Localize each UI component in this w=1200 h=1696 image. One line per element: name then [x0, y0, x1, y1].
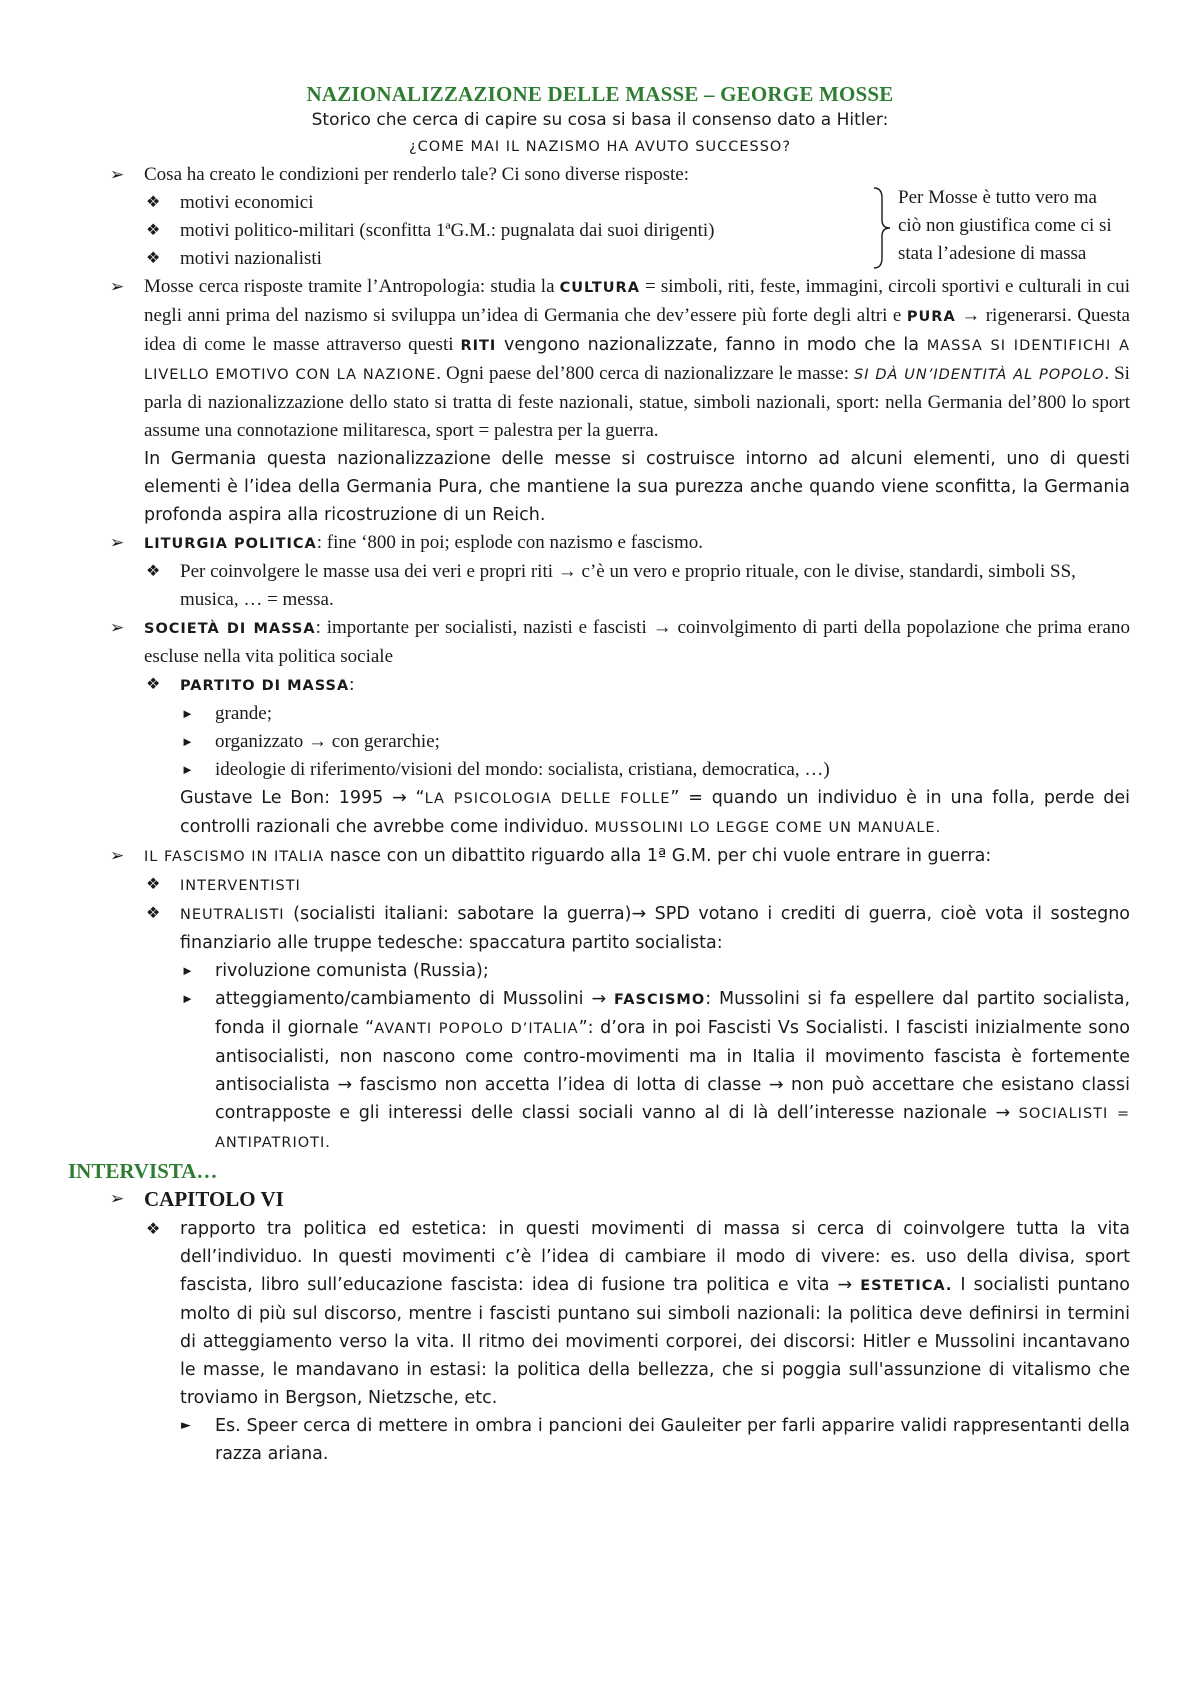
item-text: Es. Speer cerca di mettere in ombra i pancioni dei Gauleiter per farli apparire validi rappresentanti della razza ariana. [215, 1416, 1130, 1464]
text-run: I socialisti puntano molto di più sul discorso, mentre i fascisti puntano sui simboli nazionali: la politica deve definirsi in termini di atteggiamento verso la vita. Il ritmo dei movimenti corporei, dei discorsi: Hitler e Mussolini incantavano le masse, le mandavano in estasi: la politica della bellezza, che si poggia sull'assunzione di vitalismo che troviamo in Bergson, Nietzsche, etc. [180, 1275, 1130, 1408]
page-title: NAZIONALIZZAZIONE DELLE MASSE – GEORGE MOSSE [306, 82, 894, 106]
diamond-bullet-icon: ❖ [146, 250, 161, 267]
item-text: ideologie di riferimento/visioni del mondo: socialista, cristiana, democratica, …) [215, 759, 830, 780]
sub-sub-list-item [110, 957, 1130, 985]
text-run: rapporto tra politica ed estetica: in questi movimenti di massa si cerca di coinvolgere tutta la vita dell’individuo. In questi movimenti c’è l’idea di cambiare il modo di vivere: es. uso della divisa, sport fascista, libro sull’educazione fascista: idea di fusione tra politica e vita → [180, 1219, 1130, 1295]
section-text: Cosa ha creato le condizioni per renderlo tale? Ci sono diverse risposte: [144, 164, 690, 185]
arrow-bullet-icon: ➢ [110, 618, 125, 637]
keyword-pura: PURA [906, 309, 956, 325]
item-text: Per coinvolgere le masse usa dei veri e propri riti → c’è un vero e proprio rituale, con le divise, standardi, simboli SS, musica, … = messa. [180, 561, 1076, 610]
sub-list-item [110, 245, 1130, 273]
list-item [110, 614, 1130, 671]
sub-sub-list-item [110, 985, 1130, 1157]
list-item [110, 1185, 1130, 1215]
keyword-riti: RITI [460, 338, 497, 354]
keyword-massa: MASSA SI IDENTIFICHI A LIVELLO EMOTIVO CON LA NAZIONE [144, 338, 1130, 383]
keyword-interventisti: INTERVENTISTI [180, 878, 301, 894]
side-note-line: stata l’adesione di massa [898, 243, 1087, 264]
text-run: nasce con un dibattito riguardo alla 1ª G.M. per chi vuole entrare in guerra: [324, 846, 992, 866]
item-text: motivi nazionalisti [180, 248, 322, 269]
list-item [110, 842, 1130, 871]
paragraph: In Germania questa nazionalizzazione delle messe si costruisce intorno ad alcuni elementi, uno di questi elementi è l’idea della Germania Pura, che mantiene la sua purezza anche quando viene sconfitta, la Germania profonda aspira alla ricostruzione di un Reich. [144, 449, 1130, 525]
side-note-line: ciò non giustifica come ci si [898, 215, 1112, 236]
sub-list-item [110, 1215, 1130, 1412]
sub-list-item [110, 671, 1130, 700]
triangle-bullet-icon: ► [181, 706, 194, 721]
triangle-bullet-icon: ► [181, 991, 194, 1006]
list-item [110, 161, 1130, 189]
text-run: : Mussolini si fa espellere dal partito socialista, fonda il giornale “ [215, 989, 1131, 1038]
diamond-bullet-icon: ❖ [146, 1219, 161, 1238]
sub-list-item [110, 558, 1130, 614]
list-item [110, 529, 1130, 558]
page-question: ¿COME MAI IL NAZISMO HA AVUTO SUCCESSO? [408, 139, 792, 155]
side-note-line: Per Mosse è tutto vero ma [898, 187, 1097, 208]
sub-list-item [110, 217, 1130, 245]
diamond-bullet-icon: ❖ [146, 676, 161, 693]
arrow-bullet-icon: ➢ [110, 533, 125, 552]
diamond-bullet-icon: ❖ [146, 194, 161, 211]
keyword-fascismo-italia: IL FASCISMO IN ITALIA [144, 849, 325, 865]
diamond-bullet-icon: ❖ [146, 905, 161, 922]
keyword-neutralisti: NEUTRALISTI [180, 907, 285, 923]
keyword-partito: PARTITO DI MASSA [180, 678, 350, 694]
text-run: atteggiamento/cambiamento di Mussolini → [215, 989, 615, 1009]
keyword-psicologia: LA PSICOLOGIA DELLE FOLLE [424, 791, 671, 807]
sub-sub-list-item [110, 756, 1130, 784]
list-item [110, 273, 1130, 529]
heading-capitolo: CAPITOLO VI [144, 1187, 284, 1211]
text-run: → rigenerarsi. Questa idea di come le masse attraverso questi [144, 305, 1130, 355]
item-text: organizzato → con gerarchie; [215, 731, 440, 752]
diamond-bullet-icon: ❖ [146, 876, 161, 893]
diamond-bullet-icon: ❖ [146, 222, 161, 239]
text-run: : fine ‘800 in poi; esplode con nazismo e fascismo. [316, 532, 704, 553]
text-run: = simboli, riti, feste, immagini, circoli sportivi e culturali in cui negli anni prima del nazismo si sviluppa un’idea di Germania che dev’essere più forte degli altri e [144, 276, 1130, 326]
page-subtitle: Storico che cerca di capire su cosa si basa il consenso dato a Hitler: [311, 110, 889, 130]
diamond-bullet-icon: ❖ [146, 563, 161, 580]
keyword-avanti: AVANTI POPOLO D’ITALIA [374, 1021, 579, 1037]
sub-sub-list-item [110, 728, 1130, 756]
section-heading-intervista: INTERVISTA… [68, 1159, 218, 1183]
paragraph [110, 784, 1130, 842]
triangle-bullet-icon: ► [181, 762, 194, 777]
arrow-bullet-icon: ➢ [110, 846, 125, 865]
text-run: Mosse cerca risposte tramite l’Antropologia: studia la [144, 276, 560, 297]
text-run: : [349, 674, 355, 695]
keyword-cultura: CULTURA [559, 280, 640, 296]
arrow-bullet-icon: ➢ [110, 277, 125, 296]
document-body [68, 161, 1131, 1468]
sub-sub-list-item [110, 1412, 1130, 1468]
keyword-societa: SOCIETÀ DI MASSA [144, 621, 316, 637]
item-text: rivoluzione comunista (Russia); [215, 961, 489, 981]
sub-sub-list-item [110, 700, 1130, 728]
item-text: grande; [215, 703, 272, 724]
triangle-bullet-icon: ► [181, 734, 194, 749]
keyword-liturgia: LITURGIA POLITICA [144, 536, 317, 552]
sub-list-item [110, 871, 1130, 900]
triangle-bullet-icon: ► [181, 963, 194, 978]
keyword-fascismo: FASCISMO [614, 992, 706, 1008]
text-run: : importante per socialisti, nazisti e fascisti → coinvolgimento di parti della popolazione che prima erano escluse nella vita politica sociale [144, 617, 1130, 667]
item-text: motivi politico-militari (sconfitta 1ªG.M.: pugnalata dai suoi dirigenti) [180, 220, 715, 241]
text-run: Gustave Le Bon: 1995 → “ [180, 788, 425, 808]
keyword-socialisti: SOCIALISTI = ANTIPATRIOTI. [215, 1106, 1131, 1151]
text-run: . Si parla di nazionalizzazione dello stato si tratta di feste nazionali, statue, simboli nazionali, sport: nella Germania del’800 lo sport assume una connotazione militaresca, sport = palestra per la guerra. [144, 363, 1130, 441]
sub-list-item [110, 900, 1130, 957]
text-run: (socialisti italiani: sabotare la guerra)→ SPD votano i crediti di guerra, cioè vota il sostegno finanziario alle truppe tedesche: spaccatura partito socialista: [180, 904, 1130, 953]
sub-list-item [110, 189, 1130, 217]
text-run: vengono nazionalizzate, fanno in modo che la [496, 335, 927, 355]
keyword-identita: SI DÀ UN’IDENTITÀ AL POPOLO [854, 367, 1105, 383]
text-run: ”: d’ora in poi Fascisti Vs Socialisti. I fascisti inizialmente sono antisocialisti, non nascono come contro-movimenti ma in Italia il movimento fascista è fortemente antisocialista → fascismo non accetta l’idea di lotta di classe → non può accettare che esistano classi contrapposte e gli interessi delle classi sociali vanno al di là dell’interesse nazionale → [215, 1018, 1130, 1123]
arrow-bullet-icon: ➢ [110, 1189, 125, 1208]
keyword-estetica: ESTETICA. [860, 1278, 953, 1294]
text-run: ” = quando un individuo è in una folla, perde dei controlli razionali che avrebbe come individuo. [180, 788, 1130, 837]
text-run: . Ogni paese del’800 cerca di nazionalizzare le masse: [436, 363, 855, 384]
keyword-mussolini: MUSSOLINI LO LEGGE COME UN MANUALE. [594, 820, 942, 836]
item-text: motivi economici [180, 192, 314, 213]
arrow-bullet-icon: ➢ [110, 165, 125, 184]
triangle-bullet-icon: ► [181, 1418, 191, 1433]
